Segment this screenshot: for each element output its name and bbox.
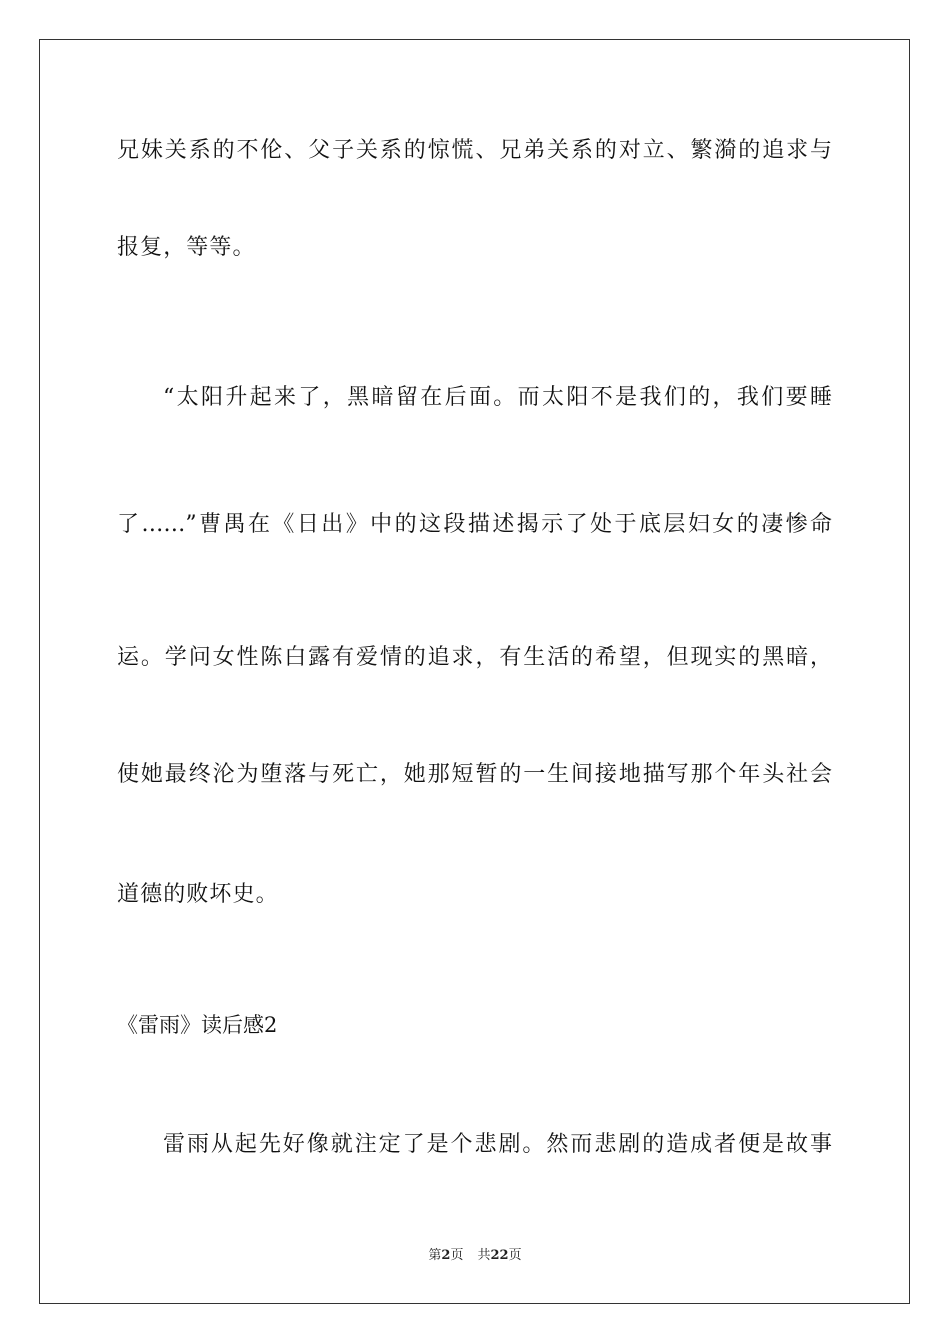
footer-total-suffix: 页 [508, 1248, 522, 1263]
page-footer [0, 1247, 950, 1265]
body-line-7: 道德的败坏史。 [117, 882, 279, 907]
footer-total-pages: 22 [490, 1248, 509, 1263]
body-line-8: 雷雨从起先好像就注定了是个悲剧。然而悲剧的造成者便是故事 [163, 1132, 832, 1157]
body-line-3: “太阳升起来了，黑暗留在后面。而太阳不是我们的，我们要睡 [163, 385, 832, 410]
footer-page-suffix: 页 [450, 1248, 464, 1263]
body-line-6: 使她最终沦为堕落与死亡，她那短暂的一生间接地描写那个年头社会 [117, 762, 832, 787]
footer-page-prefix: 第 [428, 1248, 442, 1263]
body-line-2: 报复，等等。 [117, 235, 256, 260]
body-line-1: 兄妹关系的不伦、父子关系的惊慌、兄弟关系的对立、繁漪的追求与 [117, 138, 832, 163]
footer-total-prefix: 共 [477, 1248, 491, 1263]
body-line-4: 了……”曹禺在《日出》中的这段描述揭示了处于底层妇女的凄惨命 [117, 512, 832, 537]
body-line-5: 运。学问女性陈白露有爱情的追求，有生活的希望，但现实的黑暗， [117, 645, 832, 670]
footer-page-number: 2 [441, 1248, 451, 1263]
section-heading: 《雷雨》读后感2 [117, 1013, 278, 1037]
